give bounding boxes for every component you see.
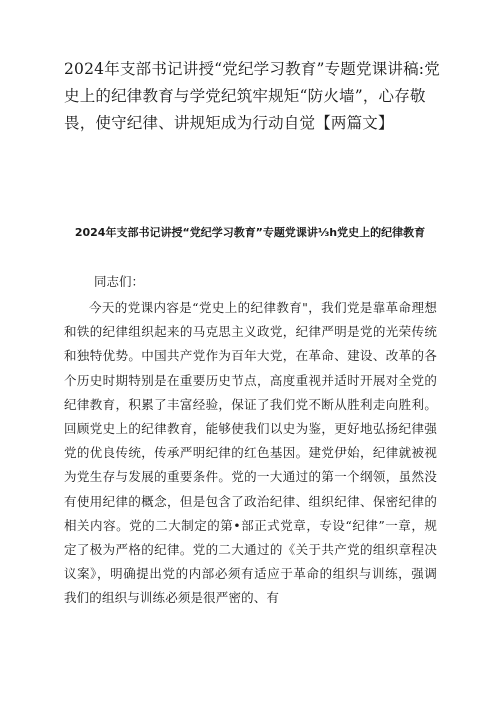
section-title: 2024年支部书记讲授“党纪学习教育”专题党课讲⅓h党史上的纪律教育 (74, 226, 426, 239)
body-paragraph: 今天的党课内容是“党史上的纪律教育"，我们党是靠革命理想和铁的纪律组织起来的马克思主义政党，纪律严明是党的光荣传统和独特优势。中国共产党作为百年大党，在革命、建设、改革的各个历史时期特别是在重要历史节点，高度重视并适时开展对全党的纪律教育，积累了丰富经验，保证了我们党不断从胜利走向胜利。回顾党史上的纪律教育，能够使我们以史为鉴，更好地弘扬纪律强党的优良传统，传承严明纪律的红色基因。建党伊始，纪律就被视为党生存与发展的重要条件。党的一大通过的第一个纲领，虽然没有使用纪律的概念，但是包含了政治纪律、组织纪律、保密纪律的相关内容。党的二大制定的第•部正式党章，专设“纪律”一章，规定了极为严格的纪律。党的二大通过的《关于共产党的组织章程决议案》，明确提出党的内部必须有适应于革命的组织与训练，强调我们的组织与训练必须是很严密的、有 (64, 300, 437, 606)
greeting: 同志们： (94, 274, 145, 289)
document-title: 2024年支部书记讲授“党纪学习教育”专题党课讲稿:党史上的纪律教育与学党纪筑牢规矩“防火墙”，心存敬畏，使守纪律、讲规矩成为行动自觉【两篇文】 (64, 60, 440, 132)
